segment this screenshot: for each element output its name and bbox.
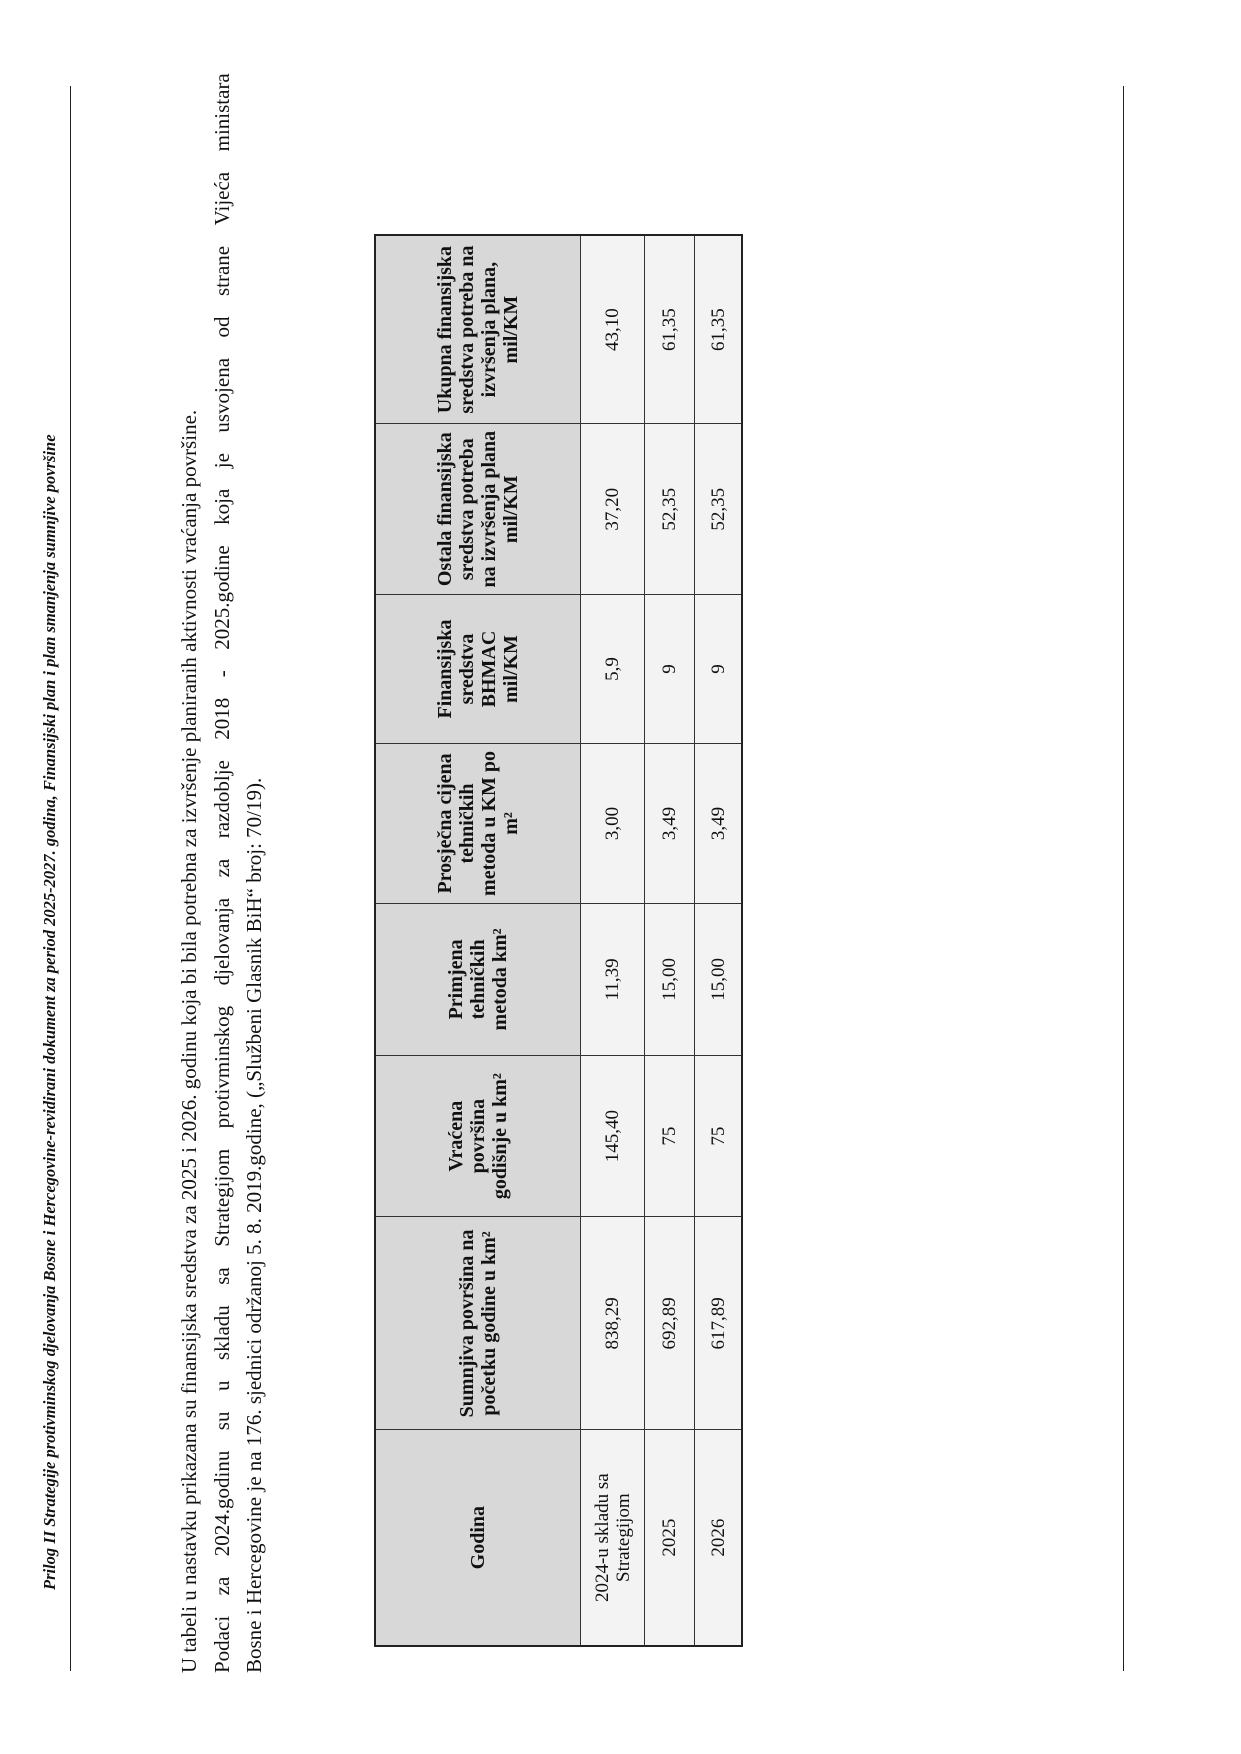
header-ostala-sredstva: Ostala finansijska sredstva potreba na izvršenja plana mil/KM: [375, 424, 581, 595]
cell-vracena-povrsina: 75: [645, 1055, 695, 1217]
intro-word: je: [209, 453, 234, 469]
footer-rule: [1123, 86, 1124, 1671]
intro-word: su: [209, 1411, 234, 1431]
intro-word: protivminskog: [209, 1005, 234, 1129]
intro-word: od: [209, 316, 234, 338]
intro-word: sa: [209, 1267, 234, 1285]
intro-word: za: [209, 1576, 234, 1596]
header-rule: [70, 86, 71, 1671]
header-prosjecna-cijena: Prosječna cijena tehničkih metoda u KM po m²: [375, 743, 581, 903]
cell-sumnjiva-povrsina: 838,29: [581, 1217, 645, 1430]
intro-word: Podaci: [209, 1615, 234, 1673]
intro-word: djelovanja: [209, 897, 234, 986]
intro-word: strane: [209, 245, 234, 297]
cell-ukupna-sredstva: 43,10: [581, 235, 645, 424]
cell-godina: 2025: [645, 1430, 695, 1646]
cell-vracena-povrsina: 145,40: [581, 1055, 645, 1217]
cell-ukupna-sredstva: 61,35: [695, 235, 743, 424]
intro-word: razdoblje: [209, 760, 234, 839]
table-row: [695, 235, 743, 1646]
cell-ukupna-sredstva: 61,35: [645, 235, 695, 424]
intro-line-3: Bosne i Hercegovine je na 176. sjednici održanoj 5. 8. 2019.godine, („Službeni Glasnik BiH“ broj: 70/19).: [242, 777, 266, 1673]
intro-word: ministara: [209, 73, 234, 152]
header-sumnjiva-povrsina: Sumnjiva površina na početku godine u km²: [375, 1217, 581, 1430]
intro-word: Strategijom: [209, 1148, 234, 1247]
intro-word: 2025.godine: [209, 545, 234, 650]
cell-primjena-tehnickih-metoda: 15,00: [645, 904, 695, 1056]
intro-word: 2024.godinu: [209, 1450, 234, 1557]
intro-word: skladu: [209, 1305, 234, 1361]
cell-sredstva-bhmac: 9: [645, 595, 695, 744]
cell-prosjecna-cijena: 3,49: [695, 743, 743, 903]
financial-plan-table: [374, 234, 743, 1647]
intro-line-1: U tabeli u nastavku prikazana su finansijska sredstva za 2025 i 2026. godinu koja bi bila potrebna za izvršenje planiranih aktivnosti vraćanja površine.: [177, 409, 201, 1673]
cell-prosjecna-cijena: 3,00: [581, 743, 645, 903]
cell-sredstva-bhmac: 9: [695, 595, 743, 744]
intro-word: -: [209, 670, 234, 678]
cell-ostala-sredstva: 52,35: [645, 424, 695, 595]
cell-primjena-tehnickih-metoda: 15,00: [695, 904, 743, 1056]
header-godina: Godina: [375, 1430, 581, 1646]
header-ukupna-sredstva: Ukupna finansijska sredstva potreba na izvršenja plana, mil/KM: [375, 235, 581, 424]
cell-prosjecna-cijena: 3,49: [645, 743, 695, 903]
cell-sredstva-bhmac: 5,9: [581, 595, 645, 744]
table-row: [581, 235, 645, 1646]
intro-word: 2018: [209, 697, 234, 740]
document-header: Prilog II Strategije protivminskog djelovanja Bosne i Hercegovine-revidirani dokument za period 2025-2027. godina, Finansijski plan i plan smanjenja sumnjive površine: [40, 434, 59, 1590]
intro-word: za: [209, 858, 234, 878]
header-sredstva-bhmac: Finansijska sredstva BHMAC mil/KM: [375, 595, 581, 744]
intro-word: u: [209, 1380, 234, 1392]
header-vracena-povrsina: Vraćena površina godišnje u km²: [375, 1055, 581, 1217]
intro-word: usvojena: [209, 357, 234, 433]
intro-line-2: [206, 73, 239, 1673]
cell-sumnjiva-povrsina: 617,89: [695, 1217, 743, 1430]
table-header-row: [375, 235, 581, 1646]
cell-ostala-sredstva: 52,35: [695, 424, 743, 595]
cell-godina: 2024-u skladu sa Strategijom: [581, 1430, 645, 1646]
cell-godina: 2026: [695, 1430, 743, 1646]
table-row: [645, 235, 695, 1646]
intro-paragraph: [173, 73, 271, 1673]
cell-primjena-tehnickih-metoda: 11,39: [581, 904, 645, 1056]
cell-sumnjiva-povrsina: 692,89: [645, 1217, 695, 1430]
intro-word: Vijeća: [209, 171, 234, 226]
header-primjena-tehnickih-metoda: Primjena tehničkih metoda km²: [375, 904, 581, 1056]
cell-ostala-sredstva: 37,20: [581, 424, 645, 595]
intro-word: koja: [209, 488, 234, 525]
cell-vracena-povrsina: 75: [695, 1055, 743, 1217]
